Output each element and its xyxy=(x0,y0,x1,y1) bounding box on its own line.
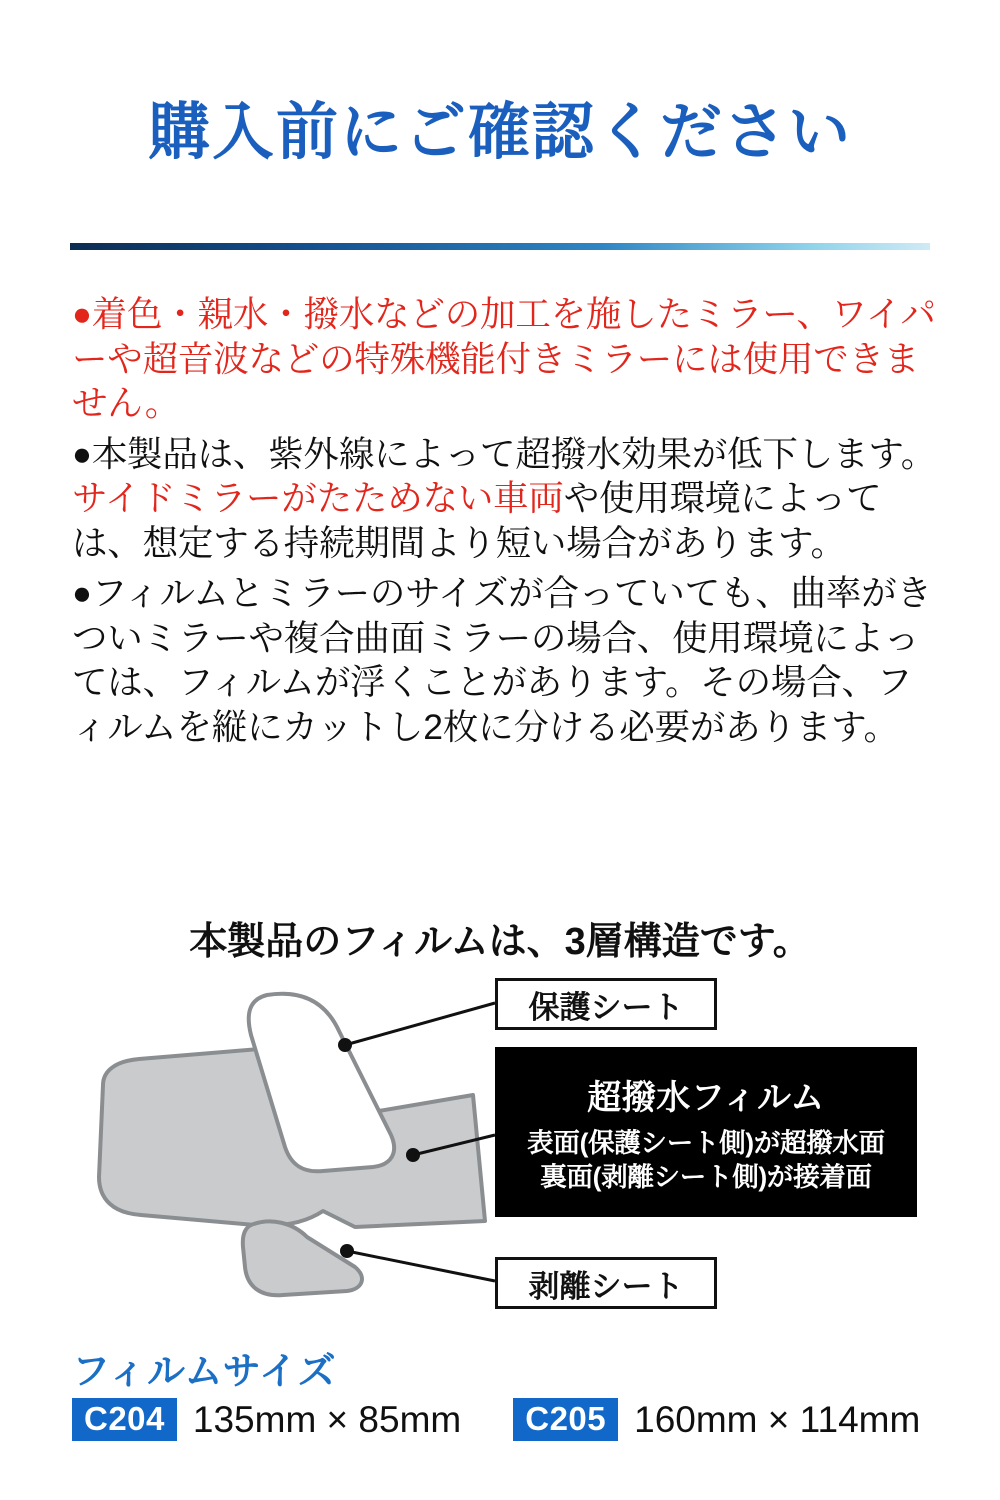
callout-main-line2: 裏面(剥離シート側)が接着面 xyxy=(540,1161,872,1192)
bullet-icon: ● xyxy=(72,295,92,332)
note-item xyxy=(72,292,944,426)
note-item xyxy=(72,571,944,749)
layer-structure-diagram xyxy=(55,975,955,1315)
page-title: 購入前にご確認ください xyxy=(147,98,852,167)
callout-protective-sheet: 保護シート xyxy=(495,978,717,1030)
release-sheet-shape xyxy=(243,1221,362,1295)
note-text-part: 本製品は、紫外線によって超撥水効果が低下します。 xyxy=(91,433,937,474)
callout-main-line1: 表面(保護シート側)が超撥水面 xyxy=(527,1127,885,1158)
film-size-row xyxy=(72,1398,952,1441)
leader-line-release xyxy=(347,1251,495,1281)
size-value: 160mm × 114mm xyxy=(634,1398,921,1440)
notes-list xyxy=(72,292,944,755)
bullet-icon: ● xyxy=(72,434,92,472)
size-code-badge: C204 xyxy=(72,1398,177,1441)
callout-main-title: 超撥水フィルム xyxy=(587,1078,825,1117)
leader-line-protect xyxy=(345,1003,495,1045)
note-item xyxy=(72,432,944,566)
structure-heading: 本製品のフィルムは、3層構造です。 xyxy=(189,921,811,963)
callout-superhydrophobic-film xyxy=(495,1047,917,1217)
size-code-badge: C205 xyxy=(513,1398,618,1441)
gradient-divider xyxy=(70,243,930,250)
note-text: 着色・親水・撥水などの加工を施したミラー、ワイパーや超音波などの特殊機能付きミラーには使用できません。 xyxy=(72,294,936,424)
bullet-icon: ● xyxy=(72,574,92,612)
note-text: フィルムとミラーのサイズが合っていても、曲率がきついミラーや複合曲面ミラーの場合、使用環境によっては、フィルムが浮くことがあります。その場合、フィルムを縦にカットし2枚に分ける必要があります。 xyxy=(72,573,932,747)
film-size-heading: フィルムサイズ xyxy=(72,1351,337,1393)
note-text-part: や使用環境によっては、想定する持続期間より短い場合があります。 xyxy=(72,478,882,563)
note-text-highlight: サイドミラーがたためない車両 xyxy=(72,478,564,519)
size-value: 135mm × 85mm xyxy=(192,1398,462,1440)
callout-release-sheet: 剥離シート xyxy=(495,1257,717,1309)
